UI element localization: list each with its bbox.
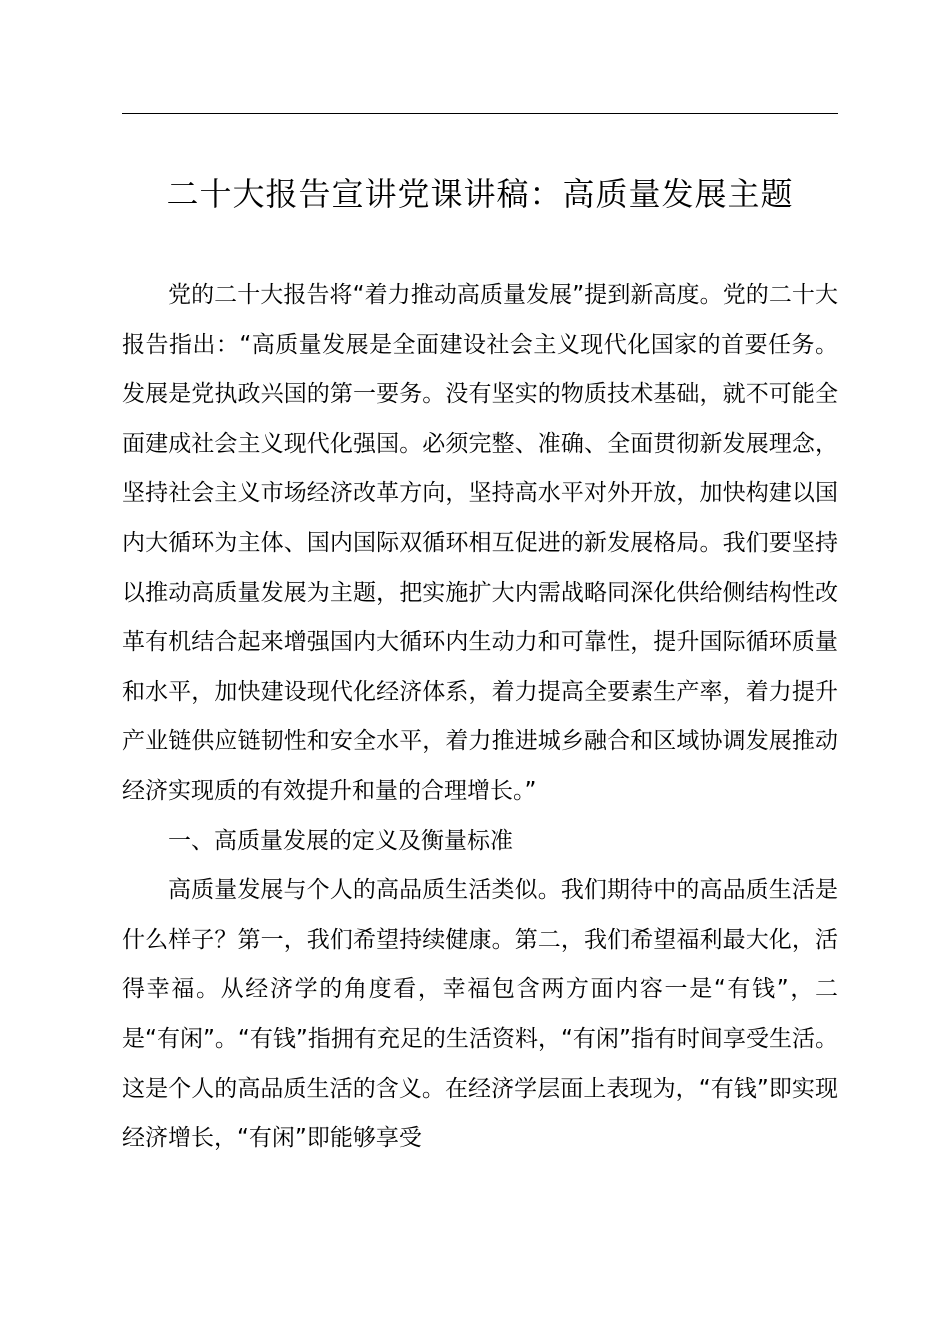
document-body: [122, 271, 838, 1164]
header-rule: [122, 113, 838, 114]
paragraph-intro: 党的二十大报告将“着力推动高质量发展”提到新高度。党的二十大报告指出：“高质量发展是全面建设社会主义现代化国家的首要任务。发展是党执政兴国的第一要务。没有坚实的物质技术基础，就不可能全面建成社会主义现代化强国。必须完整、准确、全面贯彻新发展理念，坚持社会主义市场经济改革方向，坚持高水平对外开放，加快构建以国内大循环为主体、国内国际双循环相互促进的新发展格局。我们要坚持以推动高质量发展为主题，把实施扩大内需战略同深化供给侧结构性改革有机结合起来增强国内大循环内生动力和可靠性，提升国际循环质量和水平，加快建设现代化经济体系，着力提高全要素生产率，着力提升产业链供应链韧性和安全水平，着力推进城乡融合和区域协调发展推动经济实现质的有效提升和量的合理增长。”: [122, 282, 838, 804]
section-heading: 一、高质量发展的定义及衡量标准: [168, 827, 513, 854]
document-title: 二十大报告宣讲党课讲稿：高质量发展主题: [166, 175, 794, 213]
paragraph-section-one: 高质量发展与个人的高品质生活类似。我们期待中的高品质生活是什么样子？第一，我们希望持续健康。第二，我们希望福利最大化，活得幸福。从经济学的角度看，幸福包含两方面内容一是“有钱”，二是“有闲”。“有钱”指拥有充足的生活资料，“有闲”指有时间享受生活。这是个人的高品质生活的含义。在经济学层面上表现为，“有钱”即实现经济增长，“有闲”即能够享受: [122, 877, 838, 1152]
